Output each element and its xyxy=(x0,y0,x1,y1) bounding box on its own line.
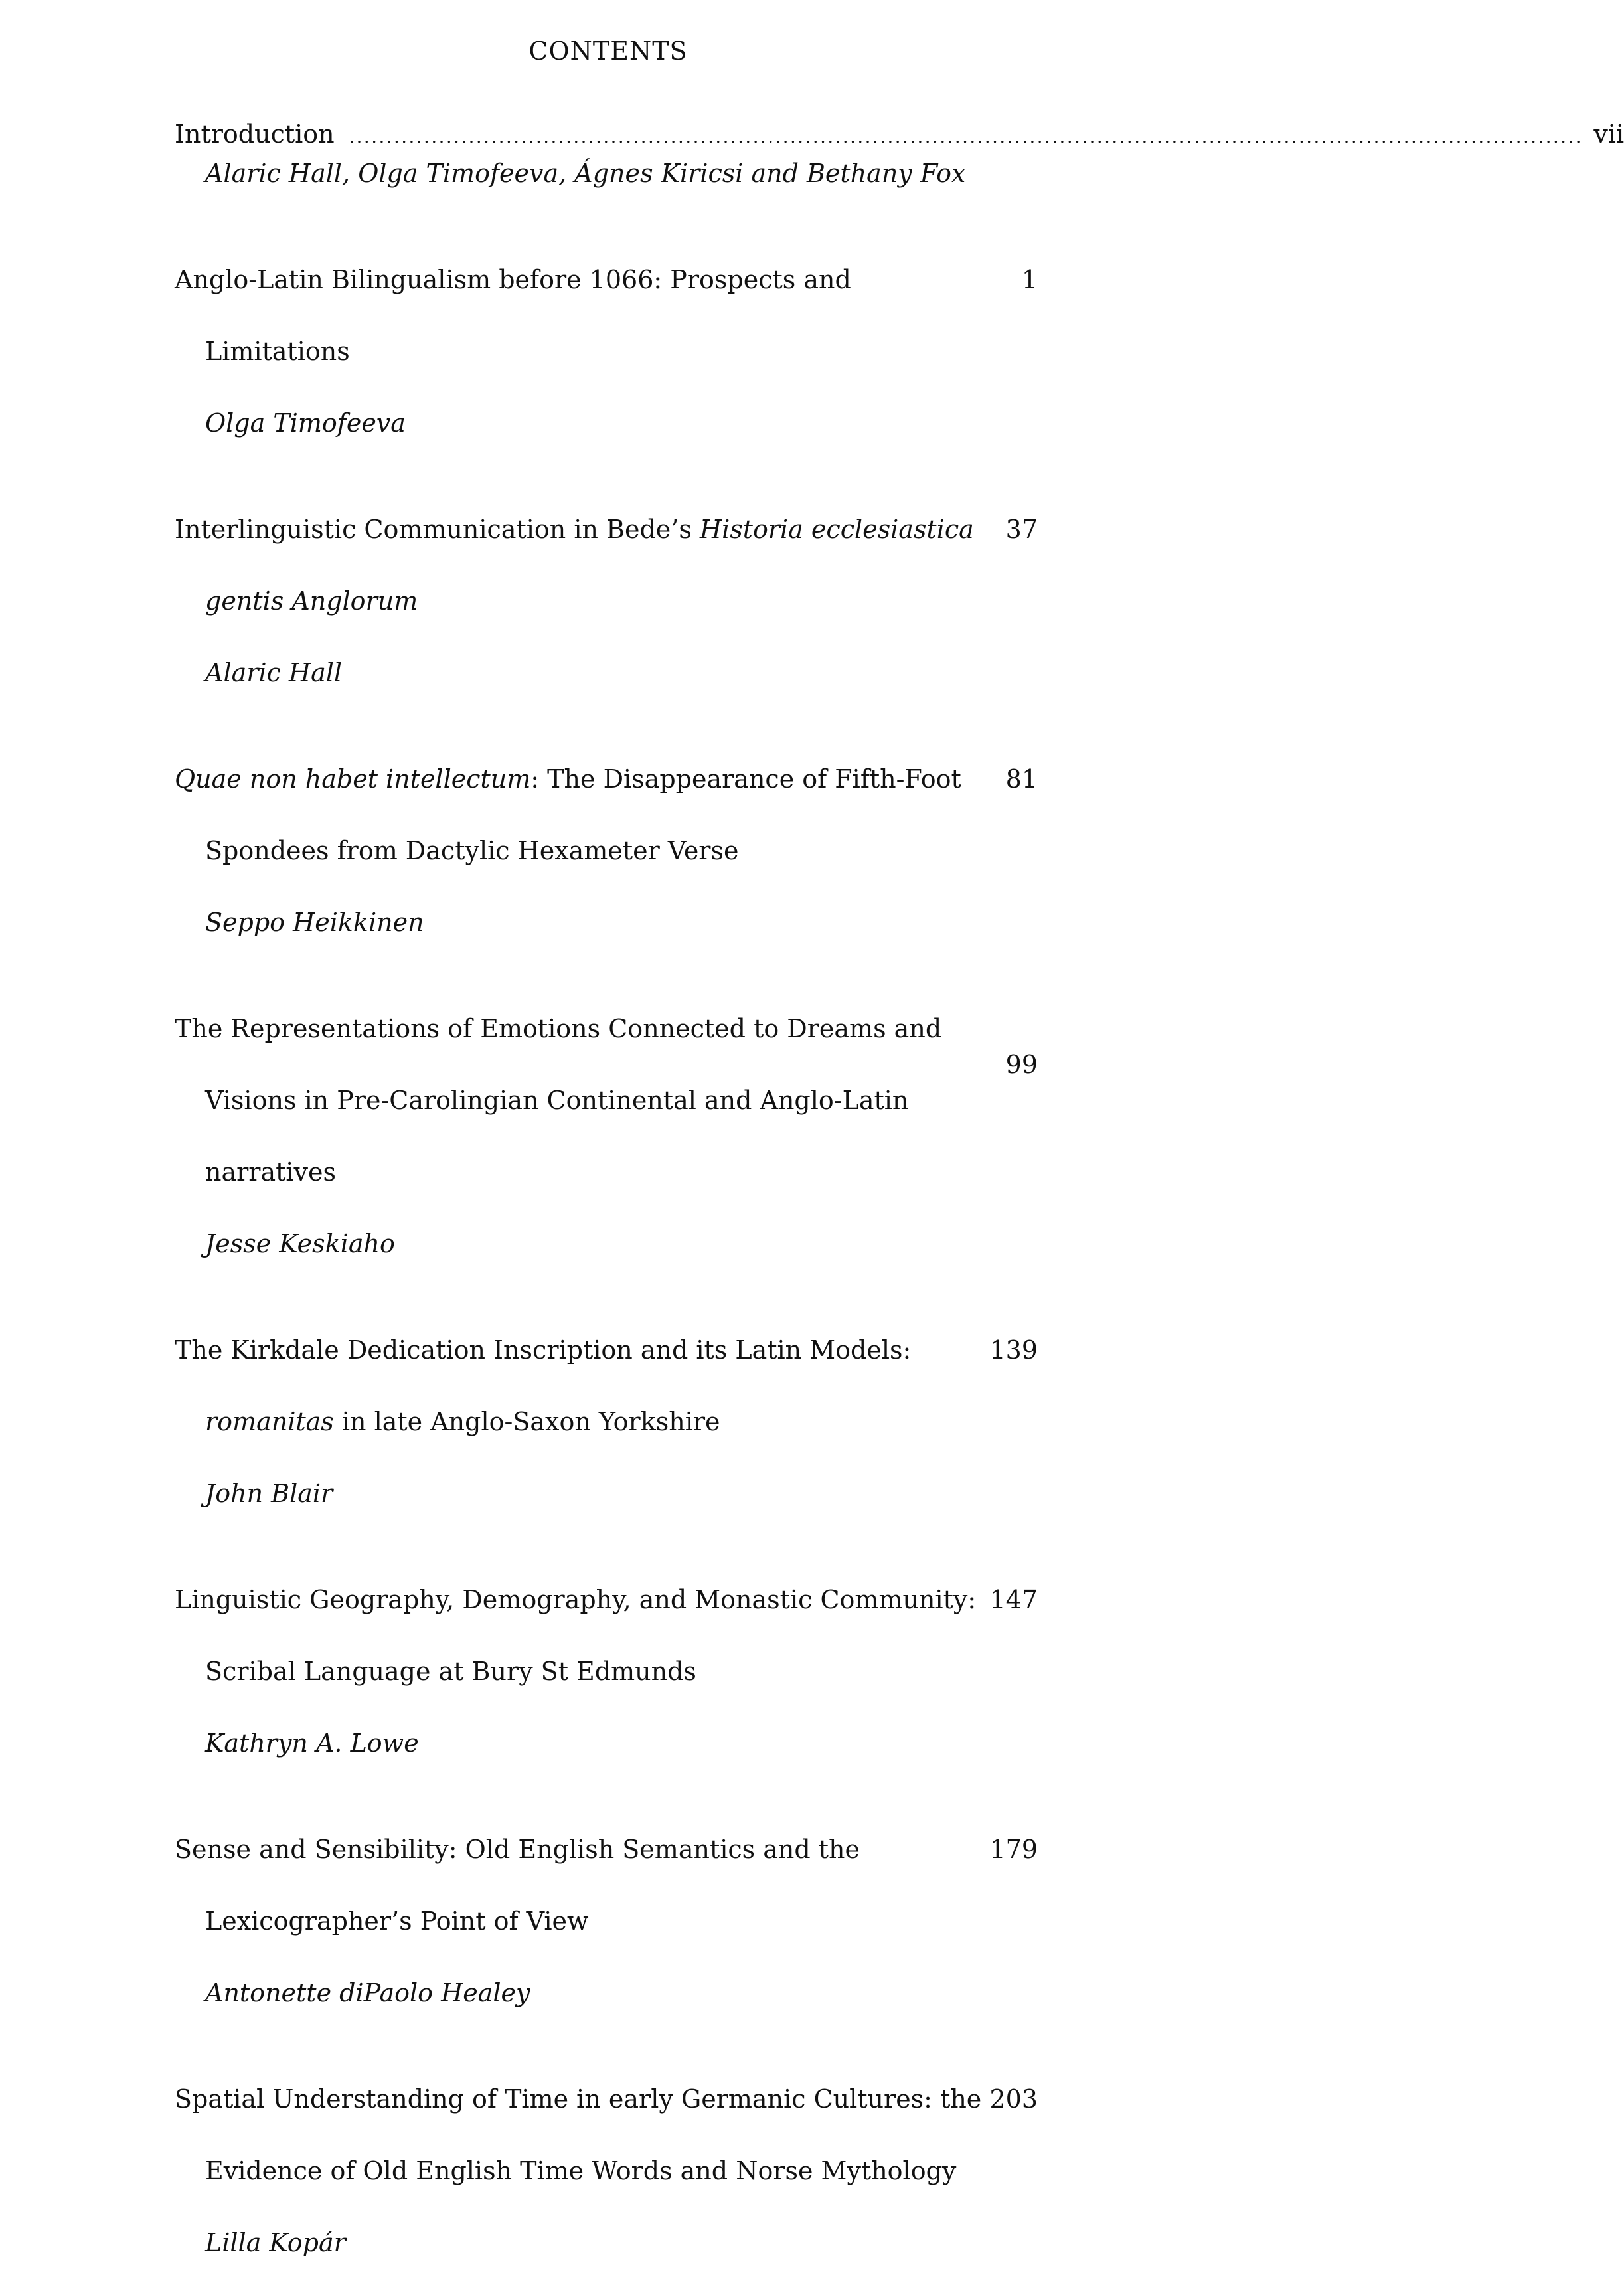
toc-entry-title: Introduction xyxy=(175,120,335,149)
toc-entry-title-line: Anglo-Latin Bilingualism before 1066: Prospects and xyxy=(175,265,851,294)
toc-entry-title-line: The Representations of Emotions Connected to Dreams and xyxy=(175,1014,942,1043)
contents-heading: CONTENTS xyxy=(528,37,688,66)
toc-entry-introduction[interactable] xyxy=(175,116,1624,191)
toc-entry-title-line: Visions in Pre-Carolingian Continental and Anglo-Latin xyxy=(205,1086,909,1115)
toc-entry-title-line: Spondees from Dactylic Hexameter Verse xyxy=(205,836,739,865)
toc-entry-title-line: Linguistic Geography, Demography, and Monastic Community: xyxy=(175,1585,977,1614)
toc-entry-author: Alaric Hall, Olga Timofeeva, Ágnes Kiricsi and Bethany Fox xyxy=(205,159,966,188)
toc-entry[interactable] xyxy=(175,475,1038,691)
toc-entry-author: Jesse Keskiaho xyxy=(205,1229,395,1258)
toc-entry[interactable] xyxy=(175,1296,1038,1511)
toc-entry-title-line xyxy=(175,583,945,619)
toc-entry-title-text: Interlinguistic Communication in Bede’s xyxy=(175,515,700,544)
toc-entry-page: 1 xyxy=(1021,265,1038,294)
toc-entry[interactable] xyxy=(175,2045,1038,2260)
toc-entry-title-text: : The Disappearance of Fifth-Foot xyxy=(530,764,961,794)
toc-entry-title-line xyxy=(175,1404,945,1440)
toc-entry[interactable] xyxy=(175,226,1038,441)
toc-entry-author: John Blair xyxy=(205,1479,333,1508)
toc-entry-title-line: Lexicographer’s Point of View xyxy=(205,1907,589,1936)
toc-entry-page: 147 xyxy=(989,1585,1038,1614)
toc-entry-title-italic: romanitas xyxy=(205,1407,334,1436)
toc-entry-author: Antonette diPaolo Healey xyxy=(205,1978,530,2007)
toc-entry-page: vii xyxy=(1593,120,1624,149)
toc-entry[interactable] xyxy=(175,725,1038,940)
toc-entry-title-line: Sense and Sensibility: Old English Semantics and the xyxy=(175,1835,860,1864)
toc-entry-title-line xyxy=(175,511,974,547)
toc-entry-page: 37 xyxy=(1005,515,1038,544)
toc-entry-title-line: Scribal Language at Bury St Edmunds xyxy=(205,1657,696,1686)
toc-entry-title-line: Limitations xyxy=(205,337,350,366)
toc-entry-page: 99 xyxy=(1005,1050,1038,1079)
toc-entry-author: Olga Timofeeva xyxy=(205,408,406,438)
toc-entry-title-italic: Quae non habet intellectum xyxy=(175,764,531,794)
dot-leader: ..................................................................................................................................................................... xyxy=(349,128,1583,147)
toc-entry-page: 203 xyxy=(989,2084,1038,2114)
toc-entry[interactable] xyxy=(175,1796,1038,2011)
toc-entry-title-italic: Historia ecclesiastica xyxy=(699,515,974,544)
toc-entry-title-line: Spatial Understanding of Time in early Germanic Cultures: the xyxy=(175,2084,982,2114)
toc-entry-author: Seppo Heikkinen xyxy=(205,908,424,937)
toc-entry-title-line: Evidence of Old English Time Words and Norse Mythology xyxy=(205,2156,957,2185)
toc-entry-author: Alaric Hall xyxy=(205,658,343,687)
toc-entry-author: Lilla Kopár xyxy=(205,2228,346,2257)
toc-entry-title-line: narratives xyxy=(205,1157,336,1187)
toc-entry-title-text: in late Anglo-Saxon Yorkshire xyxy=(333,1407,720,1436)
toc-entry[interactable] xyxy=(175,1546,1038,1761)
toc-entry-page: 179 xyxy=(989,1835,1038,1864)
toc-entry-title-italic: gentis Anglorum xyxy=(205,586,418,616)
toc-entry-title-line: The Kirkdale Dedication Inscription and its Latin Models: xyxy=(175,1335,912,1365)
toc-entry-page: 139 xyxy=(989,1335,1038,1365)
table-of-contents xyxy=(175,116,1624,2295)
toc-entry[interactable] xyxy=(175,975,1038,1262)
toc-entry-title-line xyxy=(175,761,961,797)
toc-entry-page: 81 xyxy=(1005,764,1038,794)
toc-entry-title-row xyxy=(175,116,1624,155)
toc-entry-author: Kathryn A. Lowe xyxy=(205,1729,419,1758)
